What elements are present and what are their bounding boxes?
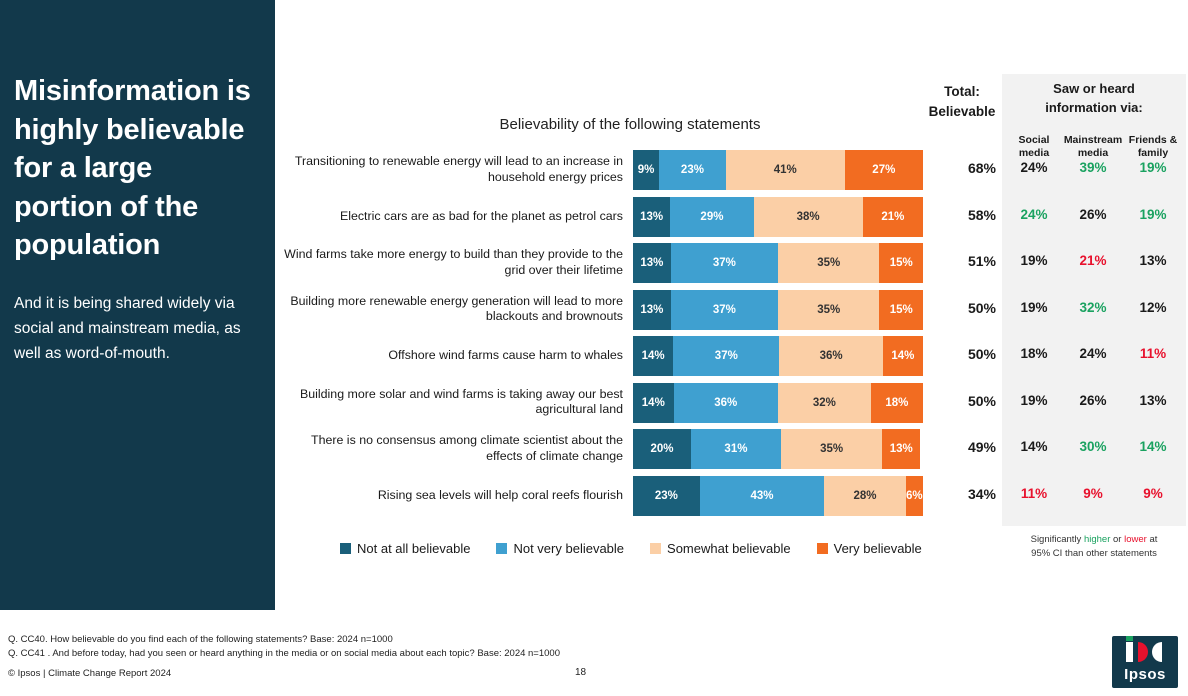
total-believable-value: 58% (967, 206, 997, 223)
chart-row (280, 290, 1188, 336)
chart-row (280, 476, 1188, 522)
chart-row (280, 336, 1188, 382)
total-header-line2: Believable (928, 103, 996, 119)
saw-or-heard-header (1002, 80, 1186, 118)
stacked-bar (633, 476, 923, 516)
sig-higher: higher (1083, 534, 1111, 545)
footnote-line-2: Q. CC41 . And before today, had you seen or heard anything in the media or on social media about each topic? Base: 2024 n=1000 (8, 648, 560, 660)
saw-heard-value: 12% (1139, 299, 1167, 315)
saw-heard-value: 26% (1079, 392, 1107, 408)
sig-lower: lower (1124, 534, 1147, 545)
footnotes (8, 633, 560, 662)
saw-heard-value: 14% (1139, 439, 1167, 454)
statement-label: Transitioning to renewable energy will lead to an increase in household energy prices (294, 154, 623, 184)
logo-bar-b (1138, 642, 1148, 662)
saw-heard-value: 32% (1079, 299, 1107, 315)
sig-post: at (1146, 534, 1158, 545)
saw-heard-value: 19% (1139, 160, 1167, 175)
saw-heard-value: 9% (1143, 485, 1163, 501)
total-believable-value: 34% (967, 485, 997, 502)
copyright-text: © Ipsos | Climate Change Report 2024 (8, 668, 172, 679)
logo-dot (1126, 636, 1133, 641)
chart-row (280, 150, 1188, 196)
bar-segment-3: 13% (882, 429, 920, 469)
saw-heard-value: 26% (1079, 206, 1107, 222)
legend-label: Not very believable (513, 541, 625, 556)
bar-segment-3: 6% (906, 476, 923, 516)
bar-segment-2: 38% (754, 197, 863, 237)
sig-line2: 95% CI than other statements (1031, 547, 1157, 559)
bar-segment-1: 37% (671, 243, 778, 283)
stacked-bar (633, 197, 923, 237)
page-number: 18 (575, 667, 587, 678)
legend-item[interactable] (496, 541, 624, 556)
bar-segment-2: 36% (779, 336, 882, 376)
sig-pre: Significantly (1030, 534, 1084, 545)
statement-label: Wind farms take more energy to build than they provide to the grid over their lifetime (284, 247, 623, 277)
logo-bar-a (1126, 642, 1133, 662)
chart-row (280, 429, 1188, 475)
bar-segment-3: 15% (879, 290, 923, 330)
col2-line2: family (1137, 147, 1169, 160)
col0-line2: media (1018, 147, 1050, 160)
legend-swatch-icon (817, 543, 828, 554)
legend-label: Very believable (833, 541, 922, 556)
bar-segment-0: 23% (633, 476, 700, 516)
ipsos-logo (1112, 636, 1178, 688)
left-title-panel (0, 0, 275, 610)
legend-item[interactable] (817, 541, 922, 556)
bar-segment-0: 20% (633, 429, 691, 469)
saw-heard-value: 13% (1139, 253, 1167, 268)
saw-heard-value: 19% (1020, 392, 1048, 408)
bar-segment-1: 29% (670, 197, 753, 237)
legend-label: Somewhat believable (667, 541, 791, 556)
statement-label: There is no consensus among climate scientist about the effects of climate change (311, 433, 623, 463)
legend-label: Not at all believable (357, 541, 471, 556)
page-subtitle: And it is being shared widely via social and mainstream media, as well as word-of-mouth. (14, 294, 241, 363)
bar-segment-2: 41% (726, 150, 845, 190)
sig-mid: or (1110, 534, 1125, 545)
col2-line1: Friends & (1128, 134, 1178, 146)
total-header-line1: Total: (944, 84, 980, 99)
bar-segment-1: 37% (671, 290, 778, 330)
chart-row (280, 197, 1188, 243)
legend-swatch-icon (650, 543, 661, 554)
total-believable-value: 50% (967, 392, 997, 409)
bar-segment-0: 13% (633, 197, 670, 237)
significance-note (1002, 533, 1186, 561)
col0-line1: Social (1018, 134, 1050, 146)
chart-title: Believability of the following statements (499, 116, 761, 133)
bar-segment-1: 31% (691, 429, 781, 469)
total-believable-value: 50% (967, 346, 997, 362)
chart-row (280, 383, 1188, 429)
saw-heard-value: 24% (1020, 160, 1048, 175)
statement-label: Electric cars are as bad for the planet as petrol cars (339, 208, 623, 223)
col1-line1: Mainstream (1063, 134, 1123, 146)
saw-heard-value: 14% (1020, 439, 1048, 454)
bar-segment-3: 21% (863, 197, 923, 237)
bar-segment-3: 14% (883, 336, 923, 376)
bar-segment-2: 35% (778, 243, 880, 283)
statement-label: Building more renewable energy generation will lead to more blackouts and brownouts (290, 293, 623, 323)
bar-segment-2: 35% (781, 429, 883, 469)
total-believable-header (912, 82, 1012, 121)
saw-heard-value: 9% (1083, 485, 1103, 501)
stacked-bar (633, 290, 923, 330)
bar-segment-1: 23% (659, 150, 726, 190)
saw-heard-value: 11% (1139, 346, 1167, 361)
bar-segment-3: 27% (845, 150, 923, 190)
footnote-line-1: Q. CC40. How believable do you find each of the following statements? Base: 2024 n=1000 (8, 634, 393, 645)
saw-heard-value: 19% (1139, 206, 1167, 222)
statement-label: Offshore wind farms cause harm to whales (388, 348, 623, 362)
col1-line2: media (1077, 147, 1109, 160)
bar-segment-0: 9% (633, 150, 659, 190)
logo-bar-c (1152, 642, 1162, 662)
bar-segment-1: 36% (674, 383, 778, 423)
saw-heard-value: 24% (1020, 206, 1048, 222)
statement-label: Rising sea levels will help coral reefs flourish (377, 487, 623, 502)
bar-segment-1: 37% (673, 336, 779, 376)
bar-segment-1: 43% (700, 476, 825, 516)
logo-wordmark: Ipsos (1124, 666, 1166, 683)
saw-heard-value: 19% (1020, 299, 1048, 315)
saw-heard-value: 24% (1079, 346, 1107, 361)
chart-row (280, 243, 1188, 289)
stacked-bar (633, 150, 923, 190)
bar-segment-3: 15% (879, 243, 923, 283)
chart-legend (340, 541, 940, 556)
saw-heard-value: 30% (1079, 439, 1107, 454)
saw-header-line1: Saw or heard (1053, 81, 1135, 96)
saw-heard-value: 18% (1020, 346, 1048, 361)
stacked-bar (633, 383, 923, 423)
bar-segment-3: 18% (871, 383, 923, 423)
bar-segment-0: 14% (633, 336, 673, 376)
bar-segment-2: 28% (824, 476, 905, 516)
saw-heard-value: 19% (1020, 253, 1048, 268)
ipsos-logo-mark (1124, 642, 1166, 664)
stacked-bar (633, 243, 923, 283)
saw-heard-value: 11% (1020, 485, 1048, 501)
bar-segment-2: 35% (778, 290, 880, 330)
stacked-bar (633, 336, 923, 376)
legend-item[interactable] (650, 541, 791, 556)
saw-header-line2: information via: (1045, 99, 1143, 115)
bar-segment-0: 13% (633, 290, 671, 330)
total-believable-value: 49% (967, 439, 997, 455)
saw-heard-value: 13% (1139, 392, 1167, 408)
bar-segment-0: 13% (633, 243, 671, 283)
legend-item[interactable] (340, 541, 470, 556)
saw-heard-value: 39% (1079, 160, 1107, 175)
total-believable-value: 50% (967, 299, 997, 316)
total-believable-value: 51% (967, 253, 997, 269)
statement-label: Building more solar and wind farms is taking away our best agricultural land (300, 386, 623, 416)
legend-swatch-icon (496, 543, 507, 554)
bar-segment-2: 32% (778, 383, 871, 423)
saw-heard-value: 21% (1079, 253, 1107, 268)
total-believable-value: 68% (967, 160, 997, 176)
bar-segment-0: 14% (633, 383, 674, 423)
page-title: Misinformation is highly believable for a large portion of the population (14, 75, 251, 262)
legend-swatch-icon (340, 543, 351, 554)
stacked-bar (633, 429, 923, 469)
